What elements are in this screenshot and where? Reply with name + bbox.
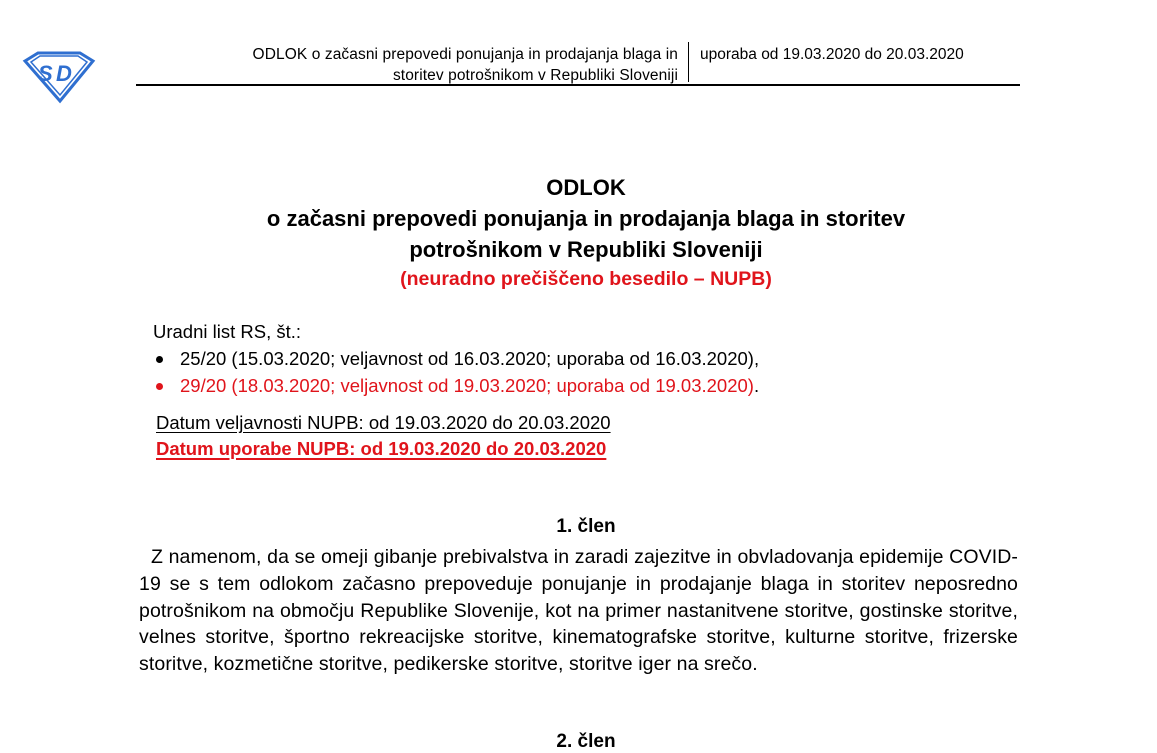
running-header-title [150,44,678,86]
sd-shield-logo-icon [22,48,96,104]
header-separator [688,42,689,82]
gazette-item-text: 25/20 (15.03.2020; veljavnost od 16.03.2020; uporaba od 16.03.2020), [180,348,760,369]
bullet-icon [156,383,163,390]
official-gazette-block [153,318,759,399]
gazette-item [153,345,759,372]
header-rule [136,84,1020,86]
gazette-item-text: 29/20 (18.03.2020; veljavnost od 19.03.2020; uporaba od 19.03.2020) [180,375,754,396]
gazette-label: Uradni list RS, št.: [153,321,302,342]
svg-text:S: S [38,61,53,86]
gazette-item [153,372,759,399]
title-line-1: ODLOK [546,175,626,200]
running-header-line-2: storitev potrošnikom v Republiki Sloveniji [392,67,678,84]
article-1-heading: 1. člen [556,516,616,537]
running-header-line-1: ODLOK o začasni prepovedi ponujanja in prodajanja blaga in [252,46,678,63]
title-line-2: o začasni prepovedi ponujanja in prodajanja blaga in storitev [266,206,906,231]
nupb-dates [156,410,611,462]
document-title [136,172,1036,293]
svg-text:D: D [56,61,72,86]
gazette-item-tail: . [753,375,760,396]
gazette-list [153,345,759,399]
title-subtitle: (neuradno prečiščeno besedilo – NUPB) [400,268,772,290]
article-2-heading: 2. člen [556,731,616,752]
validity-date: Datum veljavnosti NUPB: od 19.03.2020 do 20.03.2020 [156,412,611,433]
article-1-body [139,544,1018,678]
article-1-text: Z namenom, da se omeji gibanje prebivalstva in zaradi zajezitve in obvladovanja epidemije COVID-19 se s tem odlokom začasno prepoveduje ponujanje in prodajanje blaga in storitev neposredno potrošnikom na območju Republike Slovenije, kot na primer nastanitvene storitve, gostinske storitve, velnes storitve, športno rekreacijske storitve, kinematografske storitve, kulturne storitve, frizerske storitve, kozmetične storitve, pedikerske storitve, storitve iger na srečo. [139,546,1018,676]
running-header-date: uporaba od 19.03.2020 do 20.03.2020 [700,46,964,63]
title-line-3: potrošnikom v Republiki Sloveniji [409,237,763,262]
bullet-icon [156,356,163,363]
application-date: Datum uporabe NUPB: od 19.03.2020 do 20.03.2020 [156,438,607,459]
